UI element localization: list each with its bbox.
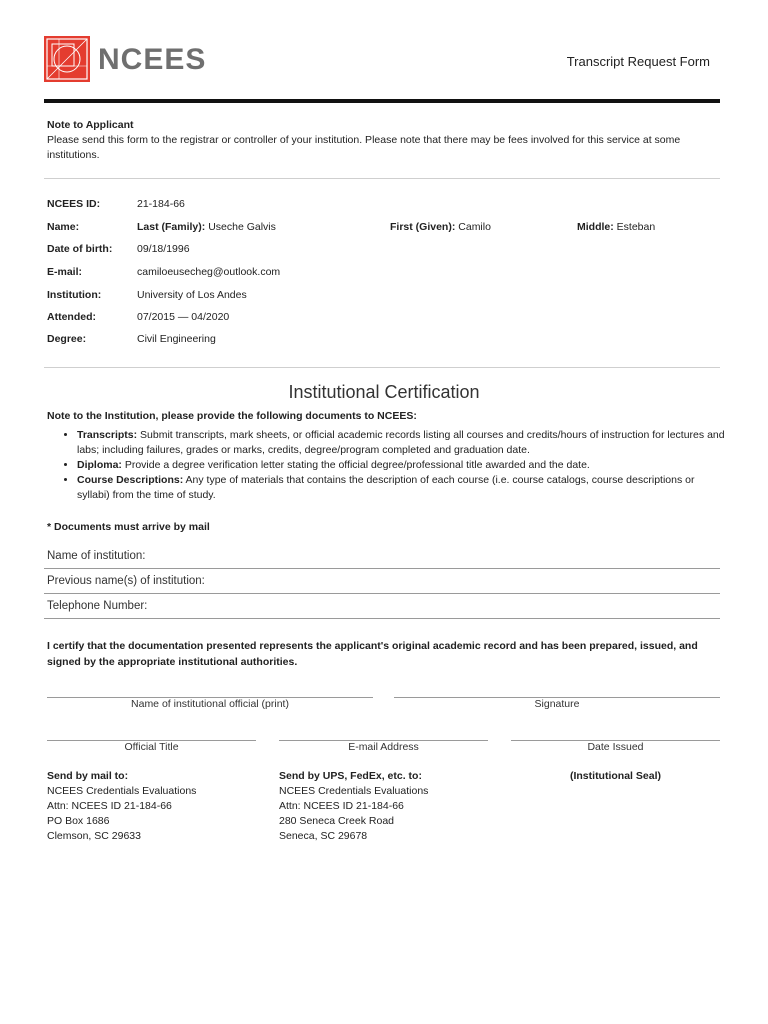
address-line: Attn: NCEES ID 21-184-66	[47, 800, 172, 812]
header-divider	[44, 99, 720, 103]
must-arrive-note: * Documents must arrive by mail	[47, 521, 210, 533]
list-item	[77, 473, 727, 503]
first-name-field	[390, 221, 491, 233]
address-line: Seneca, SC 29678	[279, 830, 368, 842]
field-underline	[44, 593, 720, 594]
section-divider	[44, 178, 720, 179]
degree-value: Civil Engineering	[137, 333, 216, 345]
address-line: NCEES Credentials Evaluations	[47, 785, 197, 797]
last-name-label: Last (Family):	[137, 221, 206, 233]
form-title: Transcript Request Form	[566, 54, 710, 69]
telephone-field[interactable]: Telephone Number:	[47, 600, 148, 612]
field-underline	[44, 568, 720, 569]
last-name-field	[137, 221, 276, 233]
ncees-logo-icon	[44, 36, 90, 82]
section-title: Institutional Certification	[288, 382, 480, 402]
email-value: camiloeusecheg@outlook.com	[137, 266, 281, 278]
address-line: 280 Seneca Creek Road	[279, 815, 394, 827]
dob-value: 09/18/1996	[137, 243, 190, 255]
list-item-term: Course Descriptions:	[77, 474, 184, 486]
date-issued-label: Date Issued	[587, 741, 644, 753]
list-item-text: Submit transcripts, mark sheets, or official academic records listing all courses and credits/hours of instruction for lectures and labs; including failures, grades or marks, credits, degree/program completed and graduation date.	[77, 429, 725, 456]
ncees-id-value: 21-184-66	[137, 198, 185, 210]
list-item	[77, 428, 727, 458]
address-line: Attn: NCEES ID 21-184-66	[279, 800, 404, 812]
official-name-label: Name of institutional official (print)	[131, 698, 289, 710]
logo-wordmark: NCEES	[98, 43, 207, 76]
official-title-label: Official Title	[124, 741, 179, 753]
first-name-label: First (Given):	[390, 221, 456, 233]
name-label: Name:	[47, 221, 80, 233]
first-name-value: Camilo	[458, 221, 491, 233]
last-name-value: Useche Galvis	[208, 221, 276, 233]
mail-address-title: Send by mail to:	[47, 770, 129, 782]
signature-label: Signature	[534, 698, 580, 710]
address-line: Clemson, SC 29633	[47, 830, 141, 842]
address-line: PO Box 1686	[47, 815, 110, 827]
list-item-term: Transcripts:	[77, 429, 138, 441]
address-line: NCEES Credentials Evaluations	[279, 785, 429, 797]
middle-name-value: Esteban	[616, 221, 656, 233]
institutional-seal-label: (Institutional Seal)	[569, 770, 661, 782]
attended-label: Attended:	[47, 311, 96, 323]
certification-statement: I certify that the documentation presented represents the applicant's original academic record and has been prepared, issued, and signed by the appropriate institutional authorities.	[47, 640, 698, 668]
degree-label: Degree:	[47, 333, 87, 345]
list-item-term: Diploma:	[77, 459, 122, 471]
institution-name-field[interactable]: Name of institution:	[47, 550, 146, 562]
list-item-text: Any type of materials that contains the description of each course (i.e. course catalogs, course descriptions or syllabi) from the time of study.	[77, 474, 695, 501]
section-divider	[44, 367, 720, 368]
field-underline	[44, 618, 720, 619]
mail-address	[47, 769, 196, 844]
middle-name-field	[577, 221, 655, 233]
dob-label: Date of birth:	[47, 243, 113, 255]
email-address-label: E-mail Address	[348, 741, 419, 753]
note-to-applicant-text: Please send this form to the registrar or controller of your institution. Please note that there may be fees involved for this service at some institutions.	[47, 134, 681, 161]
attended-value: 07/2015 — 04/2020	[137, 311, 230, 323]
ncees-id-label: NCEES ID:	[47, 198, 101, 210]
middle-name-label: Middle:	[577, 221, 614, 233]
email-label: E-mail:	[47, 266, 83, 278]
courier-address-title: Send by UPS, FedEx, etc. to:	[279, 770, 422, 782]
institution-value: University of Los Andes	[137, 289, 247, 301]
list-item	[77, 458, 727, 473]
documents-list	[60, 428, 727, 503]
institution-note: Note to the Institution, please provide the following documents to NCEES:	[47, 410, 417, 422]
previous-names-field[interactable]: Previous name(s) of institution:	[47, 575, 205, 587]
institution-label: Institution:	[47, 289, 102, 301]
note-to-applicant-title: Note to Applicant	[47, 119, 134, 131]
courier-address	[279, 769, 428, 844]
list-item-text: Provide a degree verification letter stating the official degree/professional title awarded and the date.	[121, 459, 590, 471]
